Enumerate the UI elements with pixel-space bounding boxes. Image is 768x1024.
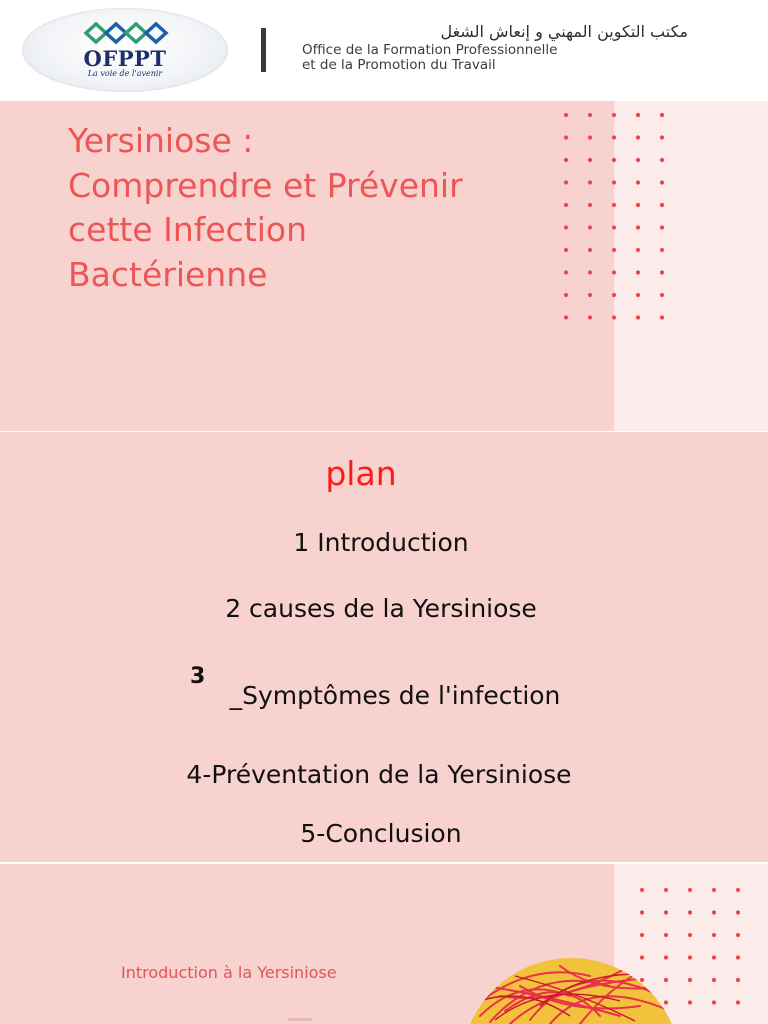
decor-dot xyxy=(588,248,592,252)
intro-label: Introduction à la Yersiniose xyxy=(121,963,337,982)
decor-dot xyxy=(660,180,664,184)
decor-dot xyxy=(736,955,740,959)
decor-dot xyxy=(636,315,640,319)
title-line: cette Infection xyxy=(68,210,308,249)
decor-dot xyxy=(612,158,616,162)
decor-dot xyxy=(640,933,644,937)
decor-dot xyxy=(612,315,616,319)
decor-dot xyxy=(688,910,692,914)
header-banner xyxy=(0,0,768,101)
plan-item-conclusion: 5-Conclusion xyxy=(300,819,462,848)
slide-title xyxy=(68,119,568,297)
decor-dot xyxy=(636,158,640,162)
decor-dot xyxy=(636,225,640,229)
decor-dot xyxy=(636,203,640,207)
decor-dot xyxy=(664,910,668,914)
decor-dot xyxy=(660,135,664,139)
decor-dot xyxy=(588,203,592,207)
plan-item-symptoms: _Symptômes de l'infection xyxy=(229,681,561,710)
decor-dot xyxy=(712,955,716,959)
decor-dot xyxy=(636,293,640,297)
decorative-mark xyxy=(288,1018,312,1021)
decor-dot xyxy=(612,293,616,297)
decor-dot xyxy=(736,1000,740,1004)
plan-item-causes: 2 causes de la Yersiniose xyxy=(225,594,537,623)
decor-dot xyxy=(660,225,664,229)
decor-dot xyxy=(712,933,716,937)
decor-dot xyxy=(636,180,640,184)
decor-dot xyxy=(588,315,592,319)
decor-dot xyxy=(640,910,644,914)
decor-dot xyxy=(736,933,740,937)
decor-dot xyxy=(640,888,644,892)
decor-dot xyxy=(664,933,668,937)
decor-dot xyxy=(660,293,664,297)
french-org-name-line1: Office de la Formation Professionnelle xyxy=(302,42,558,58)
decor-dot xyxy=(736,888,740,892)
decor-dot xyxy=(736,978,740,982)
decor-dot xyxy=(660,113,664,117)
french-org-name xyxy=(302,43,752,73)
title-slide xyxy=(0,101,768,431)
logo-text: OFPPT xyxy=(83,46,167,71)
decor-dot xyxy=(612,203,616,207)
decor-dot xyxy=(612,225,616,229)
plan-item-number: 3 xyxy=(190,664,206,689)
plan-item-prevention: 4-Préventation de la Yersiniose xyxy=(186,760,572,789)
decor-dot xyxy=(612,270,616,274)
decor-dot xyxy=(588,270,592,274)
decor-dot xyxy=(564,113,568,117)
decor-dot xyxy=(588,113,592,117)
decor-dot xyxy=(612,135,616,139)
decor-dot xyxy=(688,933,692,937)
saffron-image-icon xyxy=(460,956,682,1024)
decor-dot xyxy=(612,248,616,252)
decor-dot xyxy=(636,248,640,252)
plan-slide xyxy=(0,432,768,862)
decor-dot xyxy=(588,180,592,184)
plan-item-introduction: 1 Introduction xyxy=(293,528,469,557)
introduction-slide xyxy=(0,864,768,1024)
decor-dot xyxy=(588,135,592,139)
ofppt-logo xyxy=(22,8,228,92)
decor-dot xyxy=(612,113,616,117)
decor-dot xyxy=(688,1000,692,1004)
decor-dot xyxy=(736,910,740,914)
decor-dot xyxy=(564,315,568,319)
decor-dot xyxy=(688,978,692,982)
plan-heading: plan xyxy=(325,454,397,493)
decor-dot xyxy=(712,1000,716,1004)
decor-dot xyxy=(636,113,640,117)
decor-dot xyxy=(688,955,692,959)
decor-dot xyxy=(660,315,664,319)
decor-dot xyxy=(588,225,592,229)
decor-dot xyxy=(660,270,664,274)
dot-pattern-decoration xyxy=(562,111,672,321)
decor-dot xyxy=(712,910,716,914)
decor-dot xyxy=(688,888,692,892)
title-line: Bactérienne xyxy=(68,254,268,294)
decor-dot xyxy=(588,293,592,297)
decor-dot xyxy=(712,888,716,892)
french-org-name-line2: et de la Promotion du Travail xyxy=(302,57,496,73)
header-divider xyxy=(261,28,266,72)
arabic-org-name: مكتب التكوين المهني و إنعاش الشغل xyxy=(440,22,688,41)
decor-dot xyxy=(660,203,664,207)
decor-dot xyxy=(588,158,592,162)
decor-dot xyxy=(712,978,716,982)
decor-dot xyxy=(612,180,616,184)
decor-dot xyxy=(636,135,640,139)
decor-dot xyxy=(664,888,668,892)
logo-tagline: La voie de l'avenir xyxy=(87,69,163,78)
ofppt-logo-icon xyxy=(80,20,172,46)
decor-dot xyxy=(636,270,640,274)
decor-dot xyxy=(660,158,664,162)
title-line: Comprendre et Prévenir xyxy=(68,165,463,205)
decor-dot xyxy=(660,248,664,252)
title-line: Yersiniose : xyxy=(68,121,254,160)
